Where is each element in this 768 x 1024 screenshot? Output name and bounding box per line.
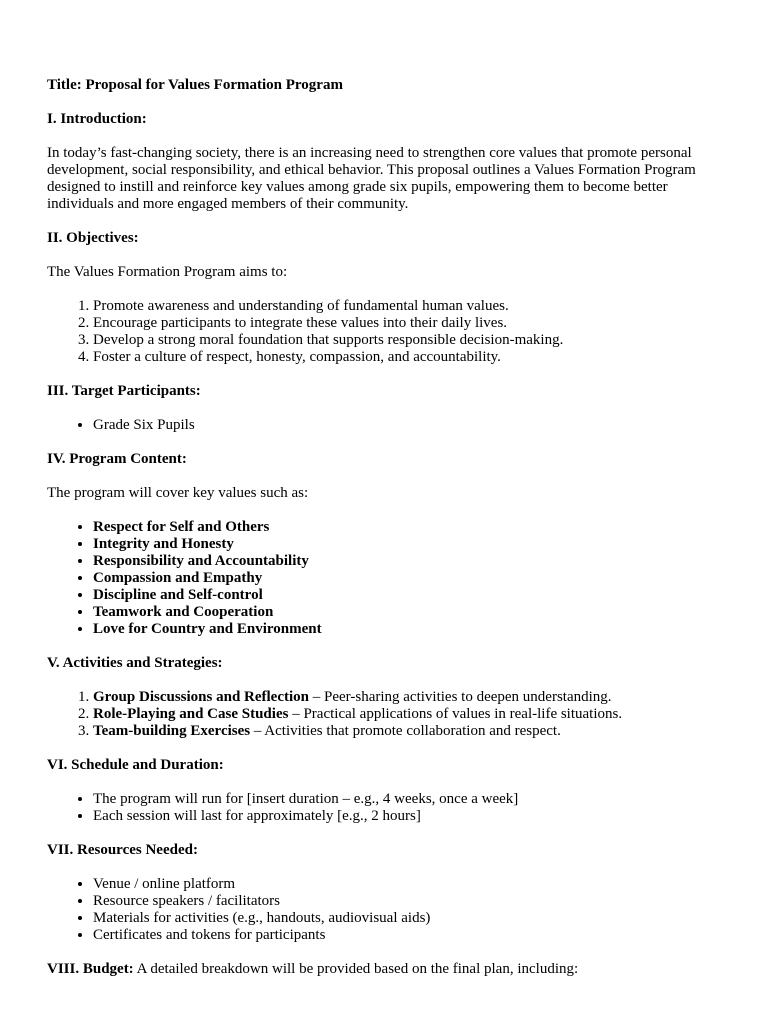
objectives-heading: II. Objectives:	[47, 230, 139, 246]
activity-item	[93, 689, 728, 706]
value-item: • Respect for Self and Others	[93, 519, 728, 536]
content-intro: The program will cover key values such as:	[47, 485, 309, 501]
introduction-text: In today’s fast-changing society, there is an increasing need to strengthen core values that promote personal development, social responsibility, and ethical behavior. This proposal outlines a Values Formation Program designed to instill and reinforce key values among grade six pupils, empowering them to become better individuals and more engaged members of their community.	[47, 145, 696, 212]
value-item: • Teamwork and Cooperation	[93, 604, 728, 621]
resource-item: • Venue / online platform	[93, 876, 728, 893]
activity-desc: – Peer-sharing activities to deepen understanding.	[309, 689, 612, 705]
value-item: • Compassion and Empathy	[93, 570, 728, 587]
value-item: • Responsibility and Accountability	[93, 553, 728, 570]
objective-item: 1. Promote awareness and understanding of fundamental human values.	[93, 298, 728, 315]
schedule-heading: VI. Schedule and Duration:	[47, 757, 224, 773]
activity-item	[93, 706, 728, 723]
participants-heading: III. Target Participants:	[47, 383, 201, 399]
activity-term: Group Discussions and Reflection	[93, 689, 310, 705]
objectives-intro: The Values Formation Program aims to:	[47, 264, 288, 280]
activity-desc: – Practical applications of values in real-life situations.	[288, 706, 623, 722]
objectives-list	[47, 298, 728, 366]
objective-item: 4. Foster a culture of respect, honesty, compassion, and accountability.	[93, 349, 728, 366]
value-item: • Discipline and Self-control	[93, 587, 728, 604]
resources-heading: VII. Resources Needed:	[47, 842, 198, 858]
values-list	[47, 519, 728, 638]
schedule-list	[47, 791, 728, 825]
activity-term: Team-building Exercises	[93, 723, 251, 739]
content-heading: IV. Program Content:	[47, 451, 187, 467]
budget-heading: VIII. Budget:	[47, 961, 134, 977]
resource-item: • Resource speakers / facilitators	[93, 893, 728, 910]
schedule-item: • The program will run for [insert duration – e.g., 4 weeks, once a week]	[93, 791, 728, 808]
activity-item	[93, 723, 728, 740]
activity-desc: – Activities that promote collaboration and respect.	[250, 723, 561, 739]
objective-item: 2. Encourage participants to integrate these values into their daily lives.	[93, 315, 728, 332]
value-item: • Integrity and Honesty	[93, 536, 728, 553]
introduction-heading: I. Introduction:	[47, 111, 147, 127]
budget-paragraph	[47, 961, 728, 978]
resources-list	[47, 876, 728, 944]
resource-item: • Materials for activities (e.g., handouts, audiovisual aids)	[93, 910, 728, 927]
activities-list	[47, 689, 728, 740]
objective-item: 3. Develop a strong moral foundation that supports responsible decision-making.	[93, 332, 728, 349]
resource-item: • Certificates and tokens for participants	[93, 927, 728, 944]
budget-text: A detailed breakdown will be provided based on the final plan, including:	[133, 961, 579, 977]
participant-item: • Grade Six Pupils	[93, 417, 728, 434]
schedule-item: • Each session will last for approximately [e.g., 2 hours]	[93, 808, 728, 825]
activities-heading: V. Activities and Strategies:	[47, 655, 223, 671]
document-title: Title: Proposal for Values Formation Program	[47, 77, 343, 93]
activity-term: Role-Playing and Case Studies	[93, 706, 289, 722]
participants-list	[47, 417, 728, 434]
value-item: • Love for Country and Environment	[93, 621, 728, 638]
